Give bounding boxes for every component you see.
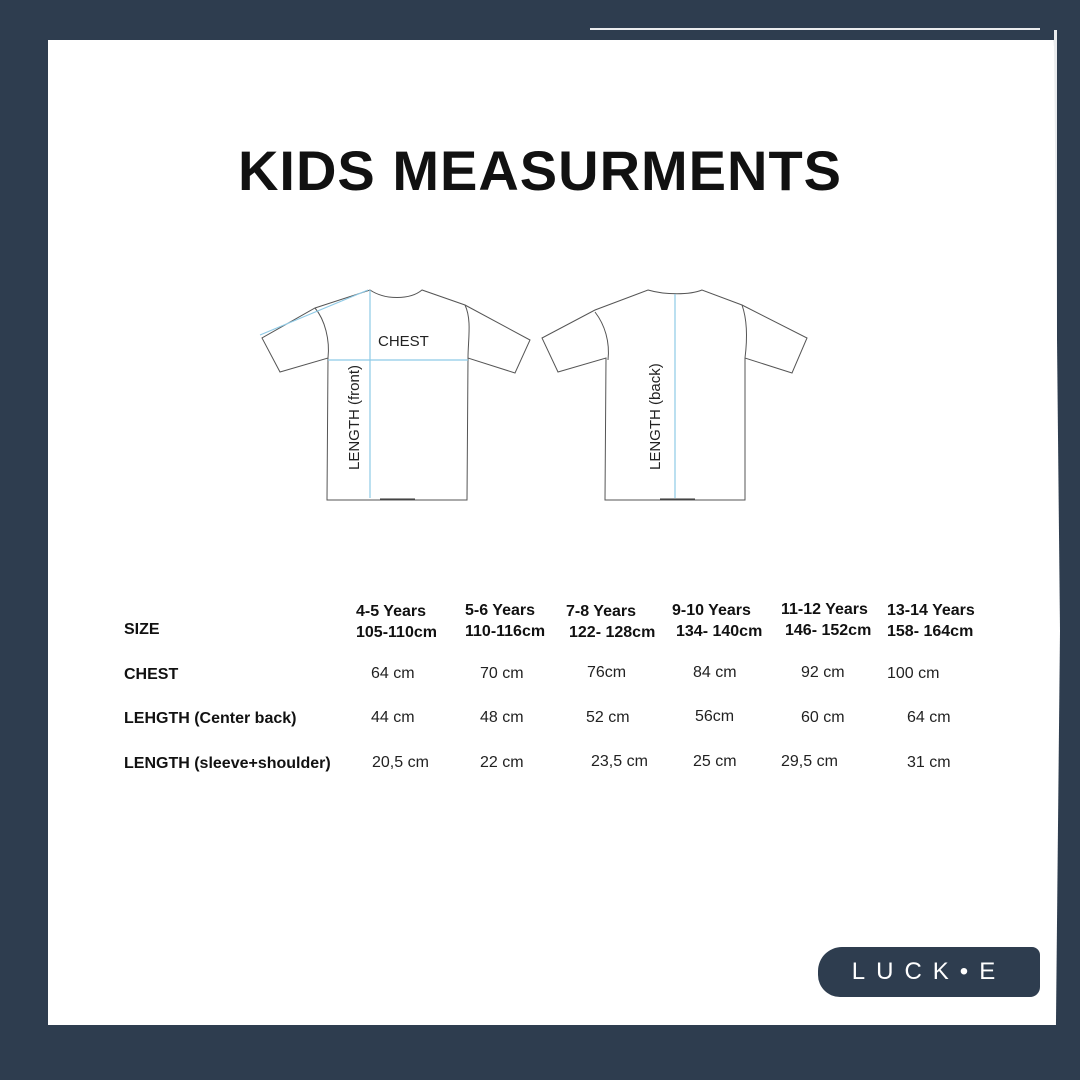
center-back-cell-4: 56cm <box>695 708 735 725</box>
chest-cell-4: 84 cm <box>693 664 737 681</box>
size-height: 110-116cm <box>465 623 546 640</box>
center-back-cell-2: 48 cm <box>480 709 524 726</box>
size-age: 9-10 Years <box>672 602 751 619</box>
size-age: 7-8 Years <box>566 603 636 620</box>
sleeve-cell-5: 29,5 cm <box>781 753 838 770</box>
tshirt-diagrams <box>250 280 820 510</box>
brush-stroke-top <box>590 28 1040 30</box>
chest-cell-2: 70 cm <box>480 665 524 682</box>
sleeve-cell-1: 20,5 cm <box>372 754 429 771</box>
row-label-size: SIZE <box>124 621 160 638</box>
center-back-cell-1: 44 cm <box>371 709 415 726</box>
size-age: 5-6 Years <box>465 602 535 619</box>
size-header-4 <box>672 600 762 642</box>
row-label-chest: CHEST <box>124 666 179 683</box>
size-header-2 <box>465 600 545 642</box>
chest-label: CHEST <box>378 333 429 350</box>
sleeve-cell-3: 23,5 cm <box>591 753 648 770</box>
sleeve-cell-2: 22 cm <box>480 754 524 771</box>
size-header-5 <box>781 599 871 641</box>
size-height: 146- 152cm <box>785 622 872 639</box>
size-height: 158- 164cm <box>887 623 974 640</box>
tshirt-front <box>262 290 530 500</box>
page-title: KIDS MEASURMENTS <box>237 139 843 202</box>
center-back-cell-5: 60 cm <box>801 709 845 726</box>
center-back-cell-6: 64 cm <box>907 709 951 726</box>
size-age: 13-14 Years <box>887 602 975 619</box>
chest-cell-5: 92 cm <box>801 664 845 681</box>
sleeve-cell-6: 31 cm <box>907 754 951 771</box>
chest-cell-3: 76cm <box>587 664 627 681</box>
length-back-label: LENGTH (back) <box>647 363 664 470</box>
size-height: 122- 128cm <box>569 624 656 641</box>
brand-logo: LUCK•E <box>818 947 1040 997</box>
chest-cell-6: 100 cm <box>887 665 940 682</box>
length-front-label: LENGTH (front) <box>346 364 363 470</box>
center-back-cell-3: 52 cm <box>586 709 630 726</box>
sleeve-cell-4: 25 cm <box>693 753 737 770</box>
size-header-1 <box>356 601 437 643</box>
size-height: 134- 140cm <box>676 623 763 640</box>
size-header-3 <box>566 601 655 643</box>
size-header-6 <box>887 600 975 642</box>
size-age: 4-5 Years <box>356 603 426 620</box>
size-height: 105-110cm <box>356 624 437 641</box>
chest-cell-1: 64 cm <box>371 665 415 682</box>
size-age: 11-12 Years <box>781 601 868 618</box>
row-label-sleeve: LENGTH (sleeve+shoulder) <box>124 755 331 772</box>
row-label-center-back: LEHGTH (Center back) <box>124 710 297 727</box>
